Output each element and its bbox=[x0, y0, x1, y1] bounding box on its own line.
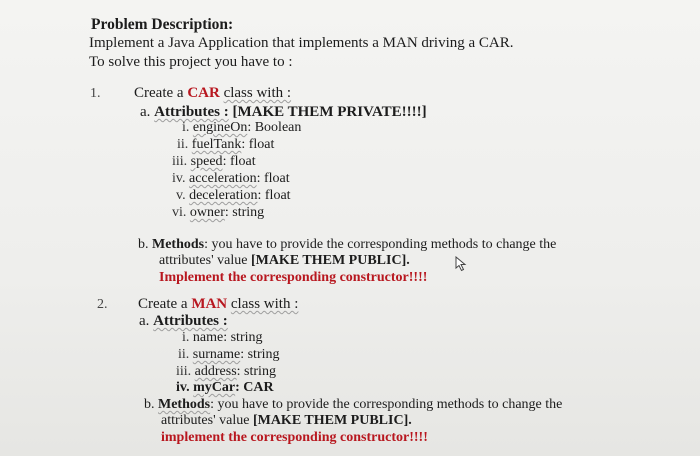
heading: Problem Description: bbox=[91, 16, 234, 33]
task2-methods-line-2: attributes' value [MAKE THEM PUBLIC]. bbox=[161, 413, 412, 428]
task2-title: Create a MAN class with : bbox=[138, 296, 299, 312]
task1-number: 1. bbox=[90, 86, 101, 101]
task2-constructor-note: implement the corresponding constructor!!!! bbox=[161, 430, 428, 445]
mouse-cursor-icon bbox=[454, 256, 468, 272]
task1-attribute-item: iv. acceleration: float bbox=[172, 171, 290, 186]
task2-attribute-item: iv. myCar: CAR bbox=[176, 380, 274, 395]
task2-attribute-item: i. name: string bbox=[182, 330, 263, 345]
task1-title: Create a CAR class with : bbox=[134, 85, 292, 101]
task1-attributes-heading: a. Attributes : [MAKE THEM PRIVATE!!!!] bbox=[140, 104, 427, 120]
task2-methods-line: b. Methods: you have to provide the corresponding methods to change the bbox=[144, 397, 563, 412]
task2-attribute-item: iii. address: string bbox=[176, 364, 276, 379]
task1-methods-line-2: attributes' value [MAKE THEM PUBLIC]. bbox=[159, 253, 410, 268]
task1-class-name: CAR bbox=[187, 85, 220, 101]
task1-attribute-item: i. engineOn: Boolean bbox=[182, 120, 302, 135]
task2-attributes-heading: a. Attributes : bbox=[139, 313, 228, 329]
task2-class-name: MAN bbox=[191, 296, 228, 312]
task1-constructor-note: Implement the corresponding constructor!!!! bbox=[159, 270, 428, 285]
task1-attribute-item: iii. speed: float bbox=[172, 154, 256, 169]
task1-attribute-item: ii. fuelTank: float bbox=[177, 137, 275, 152]
task2-attribute-item: ii. surname: string bbox=[178, 347, 280, 362]
task2-number: 2. bbox=[97, 297, 108, 312]
task1-attribute-item: v. deceleration: float bbox=[176, 188, 291, 203]
task1-attribute-item: vi. owner: string bbox=[172, 205, 265, 220]
intro-line-1: Implement a Java Application that implements a MAN driving a CAR. bbox=[89, 35, 514, 51]
intro-line-2: To solve this project you have to : bbox=[89, 54, 293, 70]
task1-methods-line: b. Methods: you have to provide the corresponding methods to change the bbox=[138, 237, 557, 252]
